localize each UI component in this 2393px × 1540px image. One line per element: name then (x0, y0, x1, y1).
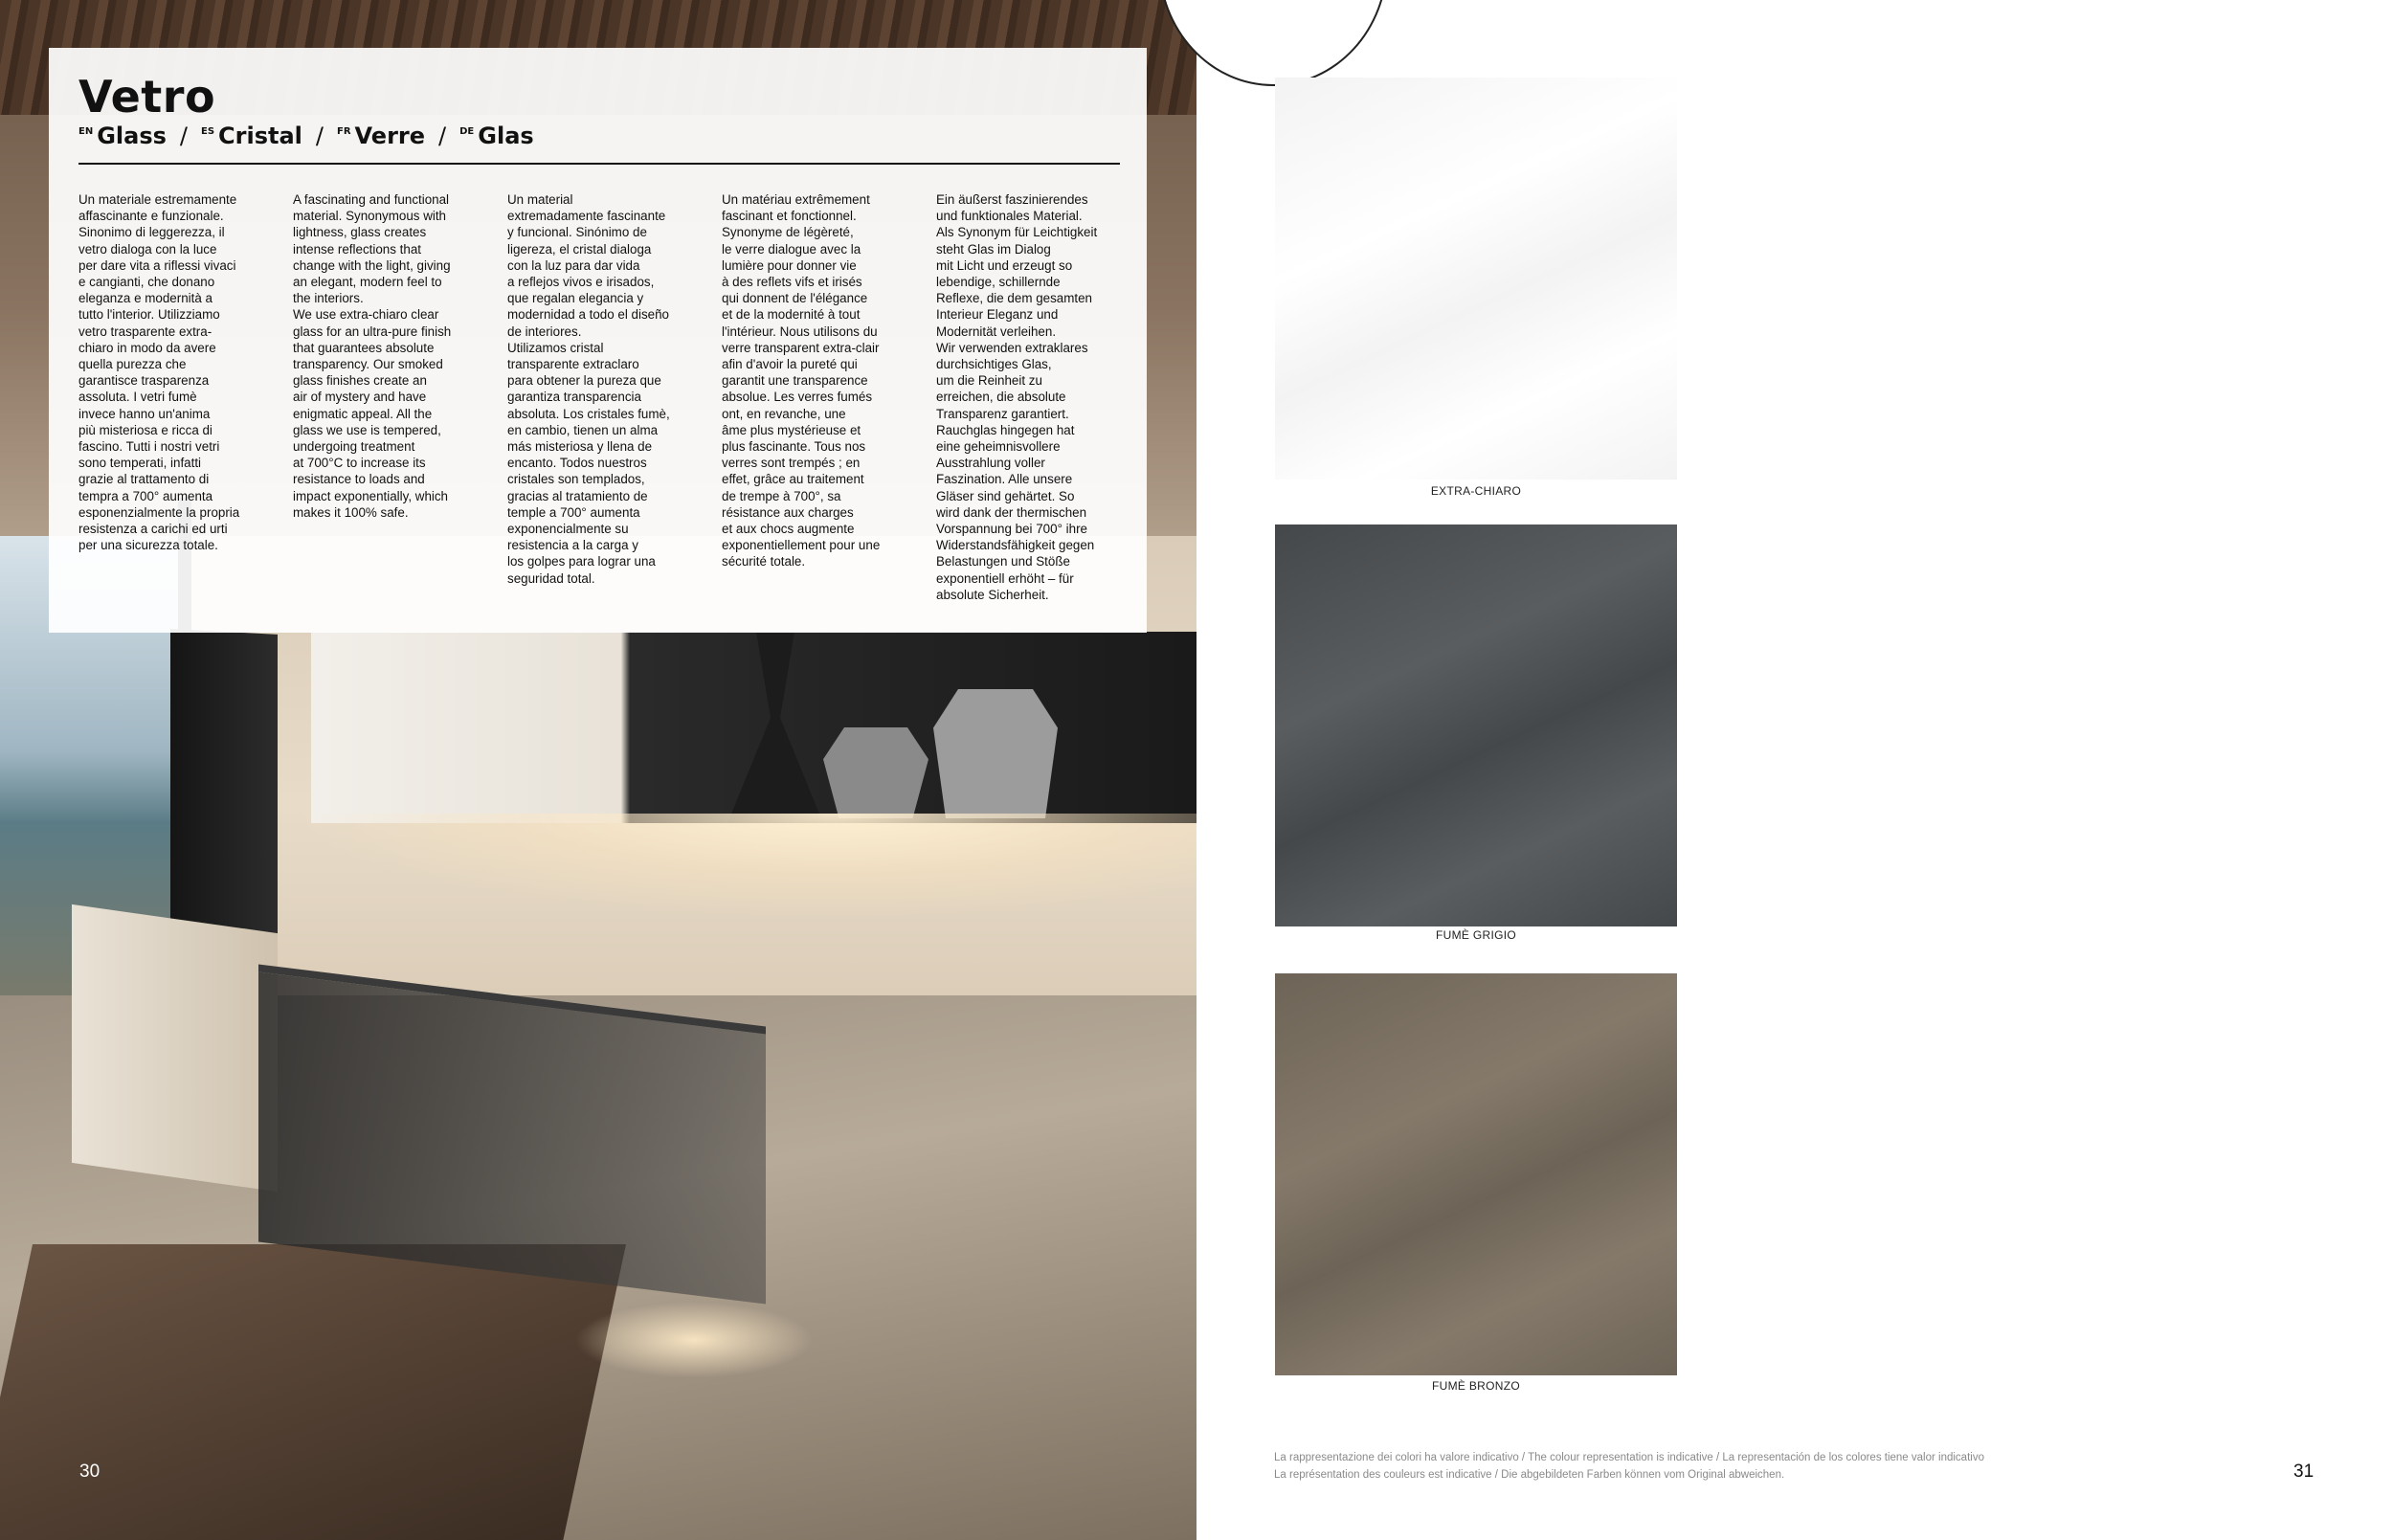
low-marble-cabinet (72, 904, 278, 1192)
rug (0, 1244, 626, 1540)
translation-fr: Verre (354, 123, 426, 149)
television (170, 629, 278, 941)
page-title: Vetro (78, 71, 216, 123)
separator: / (179, 123, 188, 149)
translation-es: Cristal (218, 123, 302, 149)
page-number-right: 31 (2293, 1462, 2315, 1482)
separator: / (438, 123, 447, 149)
translation-de: Glas (478, 123, 534, 149)
translation-en: Glass (97, 123, 167, 149)
page-number-left: 30 (79, 1462, 101, 1482)
lang-code-fr: FR (337, 126, 351, 137)
swatch-extra-chiaro (1275, 78, 1677, 480)
stone-box-large (933, 689, 1058, 818)
text-column-es: Un material extremadamente fascinante y funcional. Sinónimo de ligereza, el cristal dialoga con la luz para dar vida a reflejos vivos e irisados, que regalan elegancia y modernidad a todo el diseño de interiores. Utilizamos cristal transparente extraclaro para obtener la pureza que garantiza transparencia absoluta. Los cristales fumè, en cambio, tienen un alma más misteriosa y llena de encanto. Todos nuestros cristales son templados, gracias al tratamiento de temple a 700° aumenta exponencialmente su resistencia a la carga y los golpes para lograr una seguridad total. (507, 192, 670, 586)
swatch-label-fume-bronzo: FUMÈ BRONZO (1432, 1379, 1520, 1393)
text-column-de: Ein äußerst faszinierendes und funktionales Material. Als Synonym für Leichtigkeit steht Glas im Dialog mit Licht und erzeugt so lebendige, schillernde Reflexe, die dem gesamten Interieur Eleganz und Modernität verleihen. Wir verwenden extraklares durchsichtiges Glas, um die Reinheit zu erreichen, die absolute Transparenz garantiert. Rauchglas hingegen hat eine geheimnisvollere Ausstrahlung voller Faszination. Alle unsere Gläser sind gehärtet. So wird dank der thermischen Vorspannung bei 700° ihre Widerstandsfähigkeit gegen Belastungen und Stöße exponentiell erhöht – für absolute Sicherheit. (936, 192, 1098, 602)
swatch-label-extra-chiaro: EXTRA-CHIARO (1430, 484, 1522, 498)
shelf-light (287, 814, 1196, 919)
separator: / (315, 123, 324, 149)
swatch-fume-grigio (1275, 524, 1677, 926)
disclaimer-line-2: La représentation des couleurs est indicative / Die abgebildeten Farben können vom Original abweichen. (1274, 1469, 1785, 1481)
floor-light (574, 1302, 814, 1378)
text-column-it: Un materiale estremamente affascinante e funzionale. Sinonimo di leggerezza, il vetro dialoga con la luce per dare vita a riflessi vivaci e cangianti, che donano eleganza e modernità a tutto l'interior. Utilizziamo vetro trasparente extra- chiaro in modo da avere quella purezza che garantisce trasparenza assoluta. I vetri fumè invece hanno un'anima più misteriosa e ricca di fascino. Tutti i nostri vetri sono temperati, infatti grazie al trattamento di tempra a 700° aumenta esponenzialmente la propria resistenza a carichi ed urti per una sicurezza totale. (78, 192, 240, 553)
text-panel (49, 48, 1147, 633)
swatch-label-fume-grigio: FUMÈ GRIGIO (1436, 928, 1516, 942)
lang-code-es: ES (201, 126, 215, 137)
translations (78, 123, 534, 149)
title-divider (78, 163, 1120, 165)
stone-box-small (823, 727, 928, 818)
lang-code-en: EN (78, 126, 94, 137)
color-disclaimer (1274, 1449, 1984, 1484)
lang-code-de: DE (459, 126, 475, 137)
disclaimer-line-1: La rappresentazione dei colori ha valore indicativo / The colour representation is indicative / La representación de los colores tiene valor indicativo (1274, 1452, 1984, 1463)
swatch-fume-bronzo (1275, 973, 1677, 1375)
text-column-en: A fascinating and functional material. Synonymous with lightness, glass creates intense reflections that change with the light, giving an elegant, modern feel to the interiors. We use extra-chiaro clear glass for an ultra-pure finish that guarantees absolute transparency. Our smoked glass finishes create an air of mystery and have enigmatic appeal. All the glass we use is tempered, undergoing treatment at 700°C to increase its resistance to loads and impact exponentially, which makes it 100% safe. (293, 192, 452, 520)
text-column-fr: Un matériau extrêmement fascinant et fonctionnel. Synonyme de légèreté, le verre dialogue avec la lumière pour donner vie à des reflets vifs et irisés qui donnent de l'élégance et de la modernité à tout l'intérieur. Nous utilisons du verre transparent extra-clair afin d'avoir la pureté qui garantit une transparence absolue. Les verres fumés ont, en revanche, une âme plus mystérieuse et plus fascinante. Tous nos verres sont trempés ; en effet, grâce au traitement de trempe à 700°, sa résistance aux charges et aux chocs augmente exponentiellement pour une sécurité totale. (722, 192, 881, 569)
